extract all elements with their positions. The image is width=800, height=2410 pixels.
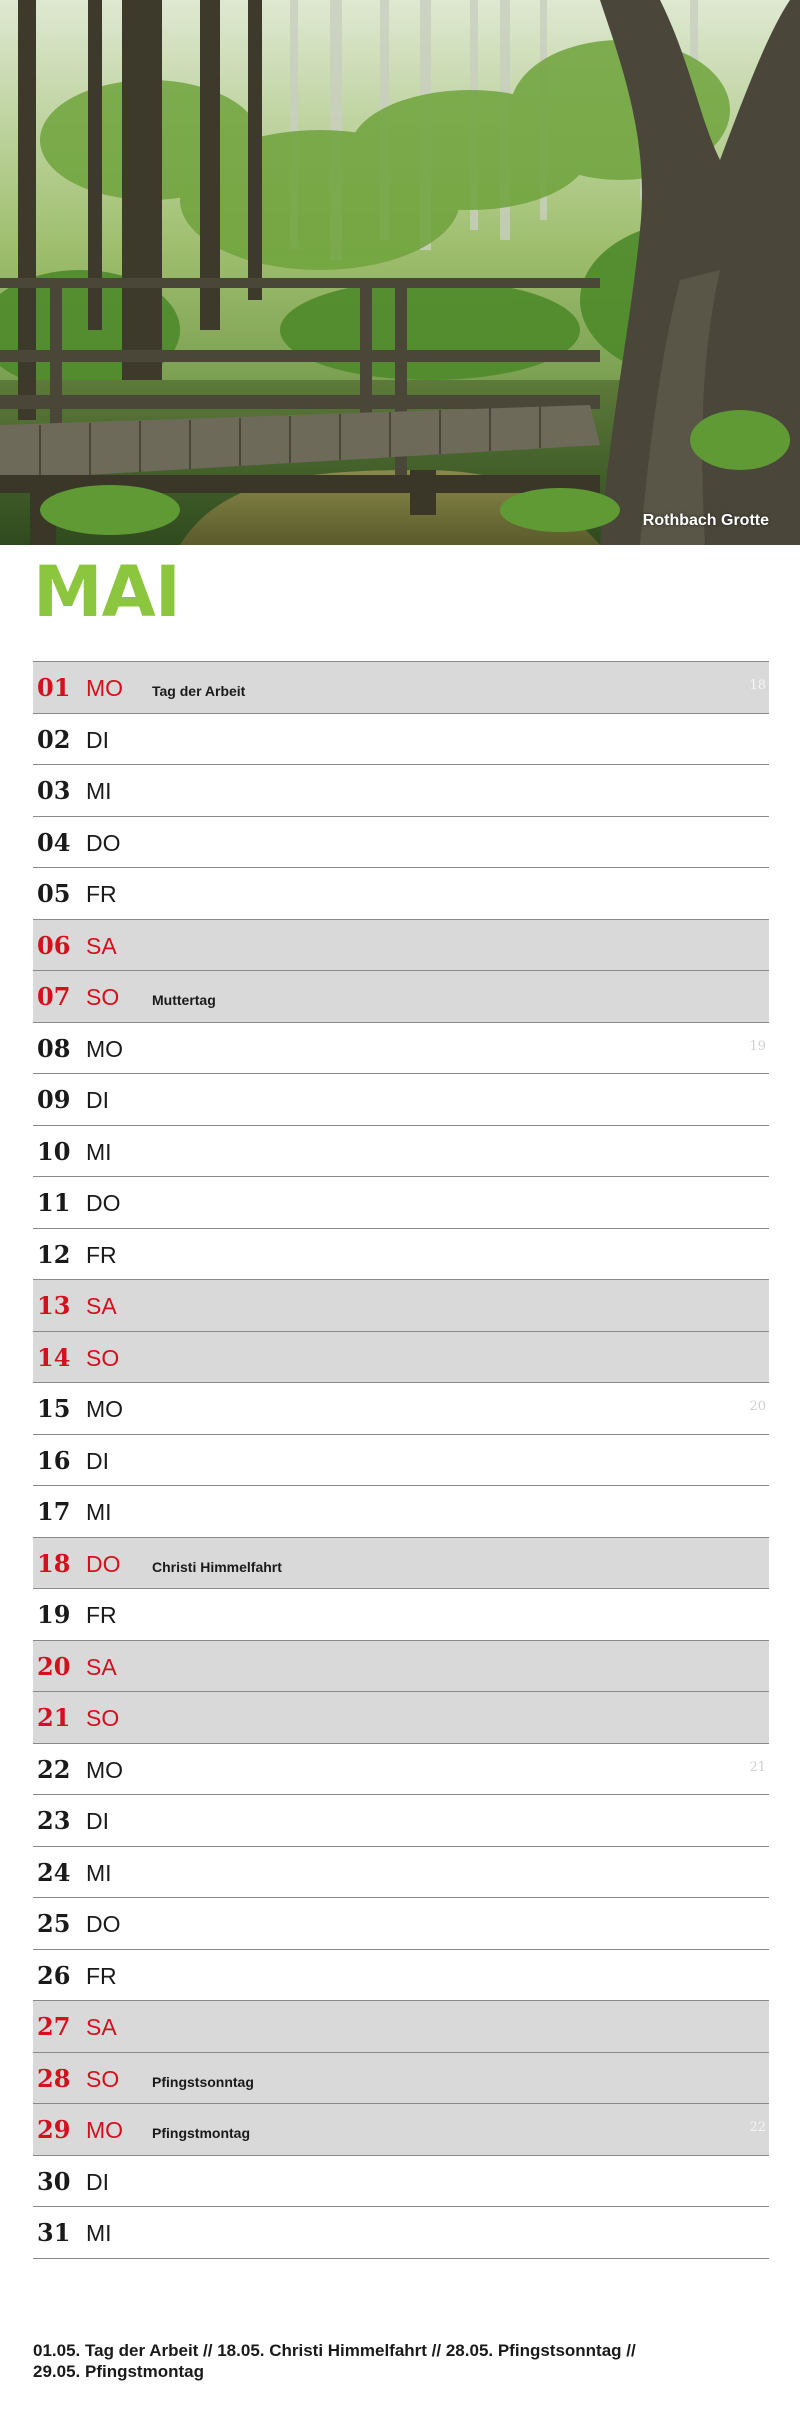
day-row	[33, 1229, 769, 1281]
day-row	[33, 971, 769, 1023]
day-number: 11	[37, 1188, 71, 1217]
day-number: 17	[37, 1497, 71, 1526]
weekday: MO	[86, 1756, 124, 1783]
day-row	[33, 868, 769, 920]
day-row	[33, 1950, 769, 2002]
day-number: 05	[37, 879, 71, 908]
weekday: SO	[86, 984, 120, 1010]
day-row	[33, 1692, 769, 1744]
day-number: 09	[37, 1085, 71, 1114]
day-row	[33, 817, 769, 869]
weekday: MO	[86, 1396, 124, 1422]
day-number: 31	[37, 2218, 71, 2247]
week-number: 20	[749, 1399, 766, 1414]
photo-caption: Rothbach Grotte	[642, 512, 769, 529]
holiday-label: Tag der Arbeit	[152, 683, 246, 699]
holiday-footer	[33, 2340, 773, 2382]
day-number: 06	[37, 930, 71, 960]
weekday: SA	[86, 1293, 117, 1319]
weekday: MO	[86, 675, 124, 701]
day-row	[33, 1847, 769, 1899]
day-row	[33, 1023, 769, 1075]
day-row	[33, 2001, 769, 2053]
day-row	[33, 2156, 769, 2208]
weekday: DO	[86, 829, 121, 856]
weekday: SO	[86, 1344, 120, 1371]
day-row	[33, 1486, 769, 1538]
weekday: MI	[86, 1859, 112, 1886]
forest-bridge-image	[0, 0, 800, 545]
holiday-label: Christi Himmelfahrt	[152, 1558, 282, 1575]
weekday: MI	[86, 2220, 112, 2246]
day-row	[33, 1074, 769, 1126]
weekday: MO	[86, 1035, 124, 1062]
day-row	[33, 1435, 769, 1487]
day-row	[33, 2207, 769, 2259]
weekday: DI	[86, 1087, 109, 1113]
day-row	[33, 920, 769, 972]
footer-line-1: 01.05. Tag der Arbeit // 18.05. Christi Himmelfahrt // 28.05. Pfingstsonntag //	[33, 2341, 636, 2360]
day-number: 15	[37, 1394, 71, 1423]
month-title: MAI	[33, 551, 180, 633]
day-number: 16	[37, 1445, 71, 1475]
day-row	[33, 2104, 769, 2156]
weekday: DI	[86, 726, 109, 753]
weekday: MI	[86, 1499, 112, 1525]
weekday: DI	[86, 1447, 109, 1474]
day-number: 23	[37, 1806, 71, 1835]
day-number: 20	[37, 1651, 71, 1681]
day-number: 24	[37, 1857, 71, 1887]
day-row	[33, 1383, 769, 1435]
weekday: FR	[86, 881, 117, 907]
day-number: 18	[37, 1548, 71, 1578]
day-number: 14	[37, 1342, 71, 1372]
week-number: 19	[749, 1038, 766, 1054]
day-number: 08	[37, 1033, 71, 1063]
day-list	[33, 661, 769, 2259]
weekday: DI	[86, 1808, 109, 1834]
holiday-label: Pfingstmontag	[152, 2125, 250, 2141]
day-number: 10	[37, 1136, 71, 1166]
day-row	[33, 1641, 769, 1693]
day-number: 07	[37, 982, 71, 1011]
weekday: FR	[86, 1962, 117, 1989]
day-number: 27	[37, 2012, 71, 2041]
day-number: 13	[37, 1291, 71, 1320]
day-number: 02	[37, 724, 71, 754]
day-row	[33, 714, 769, 766]
day-number: 22	[37, 1754, 71, 1784]
day-number: 12	[37, 1239, 71, 1269]
weekday: SA	[86, 1653, 117, 1680]
weekday: SO	[86, 1705, 120, 1731]
holiday-label: Muttertag	[152, 992, 216, 1008]
day-row	[33, 1538, 769, 1590]
day-row	[33, 1744, 769, 1796]
weekday: FR	[86, 1602, 117, 1628]
weekday: FR	[86, 1241, 117, 1268]
weekday: DO	[86, 1911, 121, 1937]
day-number: 25	[37, 1909, 71, 1938]
weekday: SA	[86, 932, 117, 959]
weekday: SA	[86, 2014, 117, 2040]
footer-line-2: 29.05. Pfingstmontag	[33, 2362, 204, 2381]
weekday: DI	[86, 2168, 109, 2195]
day-number: 01	[37, 673, 71, 702]
day-row	[33, 2053, 769, 2105]
week-number: 22	[749, 2120, 766, 2135]
day-row	[33, 1126, 769, 1178]
week-number: 21	[749, 1759, 766, 1775]
week-number: 18	[749, 678, 766, 693]
weekday: SO	[86, 2065, 120, 2092]
day-number: 29	[37, 2115, 71, 2144]
day-number: 21	[37, 1703, 71, 1732]
day-row	[33, 1795, 769, 1847]
weekday: DO	[86, 1190, 121, 1216]
day-row	[33, 662, 769, 714]
day-number: 30	[37, 2166, 71, 2196]
day-row	[33, 1332, 769, 1384]
weekday: MO	[86, 2117, 124, 2143]
day-row	[33, 1177, 769, 1229]
day-number: 26	[37, 1960, 71, 1990]
weekday: MI	[86, 778, 112, 804]
day-row	[33, 1589, 769, 1641]
day-row	[33, 1280, 769, 1332]
weekday: DO	[86, 1550, 121, 1577]
day-number: 28	[37, 2063, 71, 2093]
day-number: 19	[37, 1600, 71, 1629]
weekday: MI	[86, 1138, 112, 1165]
header-photo	[0, 0, 800, 545]
day-number: 04	[37, 827, 71, 857]
holiday-label: Pfingstsonntag	[152, 2073, 254, 2090]
day-number: 03	[37, 776, 71, 805]
day-row	[33, 765, 769, 817]
day-row	[33, 1898, 769, 1950]
